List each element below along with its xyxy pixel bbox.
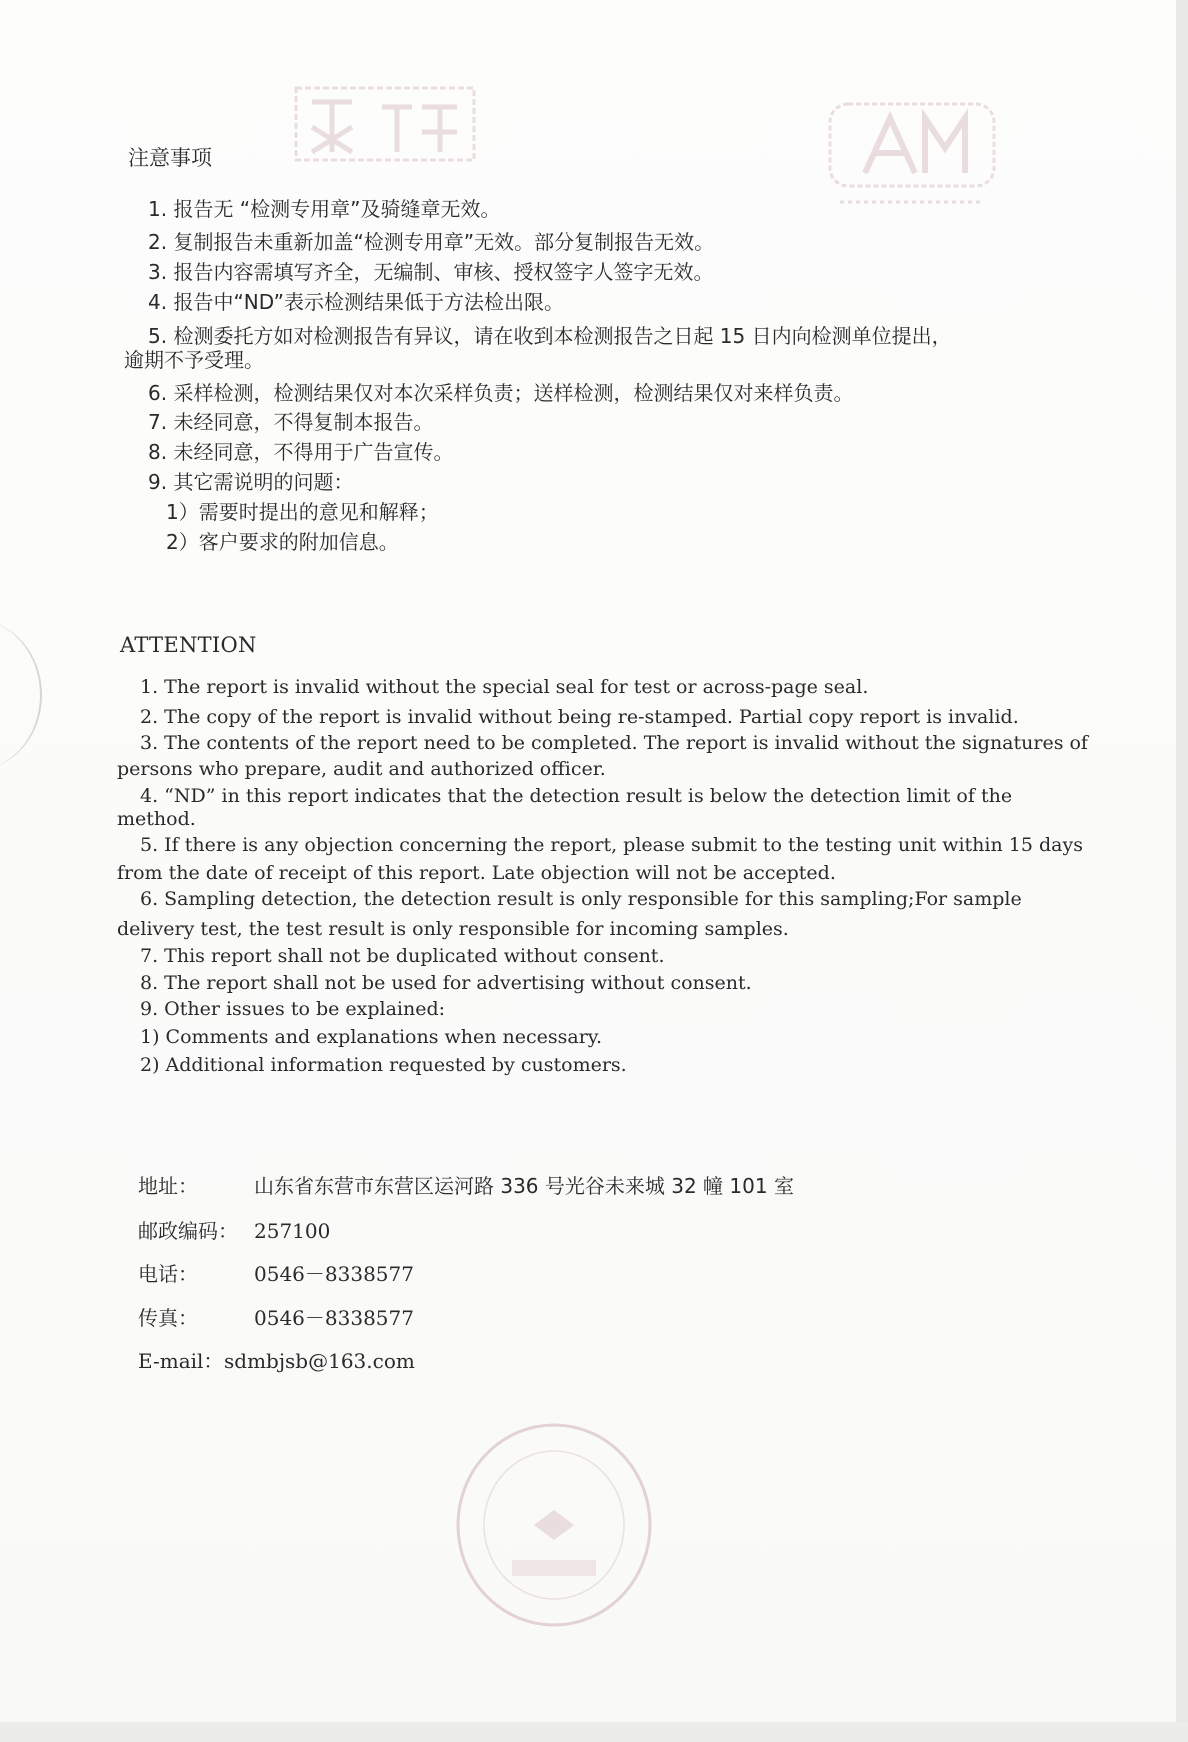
round-seal-icon	[452, 1420, 656, 1630]
postcode-value: 257100	[254, 1219, 331, 1243]
notes-en-item-continued: from the date of receipt of this report. Late objection will not be accepted.	[117, 862, 836, 884]
email-value[interactable]: sdmbjsb@163.com	[224, 1349, 415, 1373]
notes-en-item: 4. “ND” in this report indicates that the detection result is below the detection limit of the	[140, 785, 1013, 807]
notes-cn-subitem: 1）需要时提出的意见和解释；	[166, 500, 439, 524]
cma-seal-icon	[292, 82, 478, 166]
notes-en-item: 2. The copy of the report is invalid without being re-stamped. Partial copy report is invalid.	[140, 706, 1019, 728]
notes-title-en: ATTENTION	[120, 633, 257, 657]
notes-cn-item-continued: 逾期不予受理。	[124, 348, 264, 372]
fax-value: 0546－8338577	[254, 1306, 414, 1330]
phone-label: 电话：	[138, 1262, 198, 1286]
notes-cn-item: 7. 未经同意，不得复制本报告。	[148, 410, 434, 434]
notes-cn-item: 1. 报告无 “检测专用章”及骑缝章无效。	[148, 197, 501, 221]
contact-phone	[138, 1258, 414, 1287]
notes-cn-item: 4. 报告中“ND”表示检测结果低于方法检出限。	[148, 290, 564, 314]
address-value: 山东省东营市东营区运河路 336 号光谷未来城 32 幢 101 室	[254, 1174, 794, 1198]
notes-cn-item: 9. 其它需说明的问题：	[148, 470, 354, 494]
notes-en-item-continued: delivery test, the test result is only responsible for incoming samples.	[117, 918, 789, 940]
notes-en-item: 7. This report shall not be duplicated without consent.	[140, 945, 665, 967]
notes-en-subitem: 2) Additional information requested by customers.	[140, 1054, 627, 1076]
contact-fax	[138, 1302, 414, 1331]
notes-en-item: 6. Sampling detection, the detection result is only responsible for this sampling;For sample	[140, 888, 1022, 910]
notes-cn-item: 6. 采样检测，检测结果仅对本次采样负责；送样检测，检测结果仅对来样负责。	[148, 381, 854, 405]
notes-en-subitem: 1) Comments and explanations when necessary.	[140, 1026, 603, 1048]
notes-cn-item: 2. 复制报告未重新加盖“检测专用章”无效。部分复制报告无效。	[148, 230, 715, 254]
phone-value: 0546－8338577	[254, 1262, 414, 1286]
notes-en-item: 8. The report shall not be used for advertising without consent.	[140, 972, 752, 994]
notes-cn-item: 5. 检测委托方如对检测报告有异议，请在收到本检测报告之日起 15 日内向检测单位提出，	[148, 324, 952, 348]
am-seal-icon	[820, 98, 1004, 214]
email-label: E-mail：	[138, 1349, 224, 1373]
notes-en-item-continued: persons who prepare, audit and authorized officer.	[117, 758, 606, 780]
contact-postcode	[138, 1215, 330, 1244]
contact-address	[138, 1170, 794, 1199]
notes-en-item-continued: method.	[117, 808, 196, 830]
notes-en-item: 9. Other issues to be explained:	[140, 998, 446, 1020]
notes-en-item: 3. The contents of the report need to be completed. The report is invalid without the signatures of	[140, 732, 1088, 754]
scan-artifact	[0, 620, 42, 770]
notes-title-cn: 注意事项	[128, 146, 212, 170]
page-edge-right	[1176, 0, 1188, 1742]
address-label: 地址：	[138, 1174, 198, 1198]
notes-cn-item: 8. 未经同意，不得用于广告宣传。	[148, 440, 454, 464]
notes-en-item: 1. The report is invalid without the special seal for test or across-page seal.	[140, 676, 869, 698]
notes-cn-subitem: 2）客户要求的附加信息。	[166, 530, 399, 554]
page-edge-bottom	[0, 1722, 1188, 1742]
notes-en-item: 5. If there is any objection concerning the report, please submit to the testing unit within 15 days	[140, 834, 1083, 856]
fax-label: 传真：	[138, 1306, 198, 1330]
contact-email	[138, 1345, 415, 1374]
postcode-label: 邮政编码：	[138, 1219, 238, 1243]
notes-cn-item: 3. 报告内容需填写齐全，无编制、审核、授权签字人签字无效。	[148, 260, 714, 284]
